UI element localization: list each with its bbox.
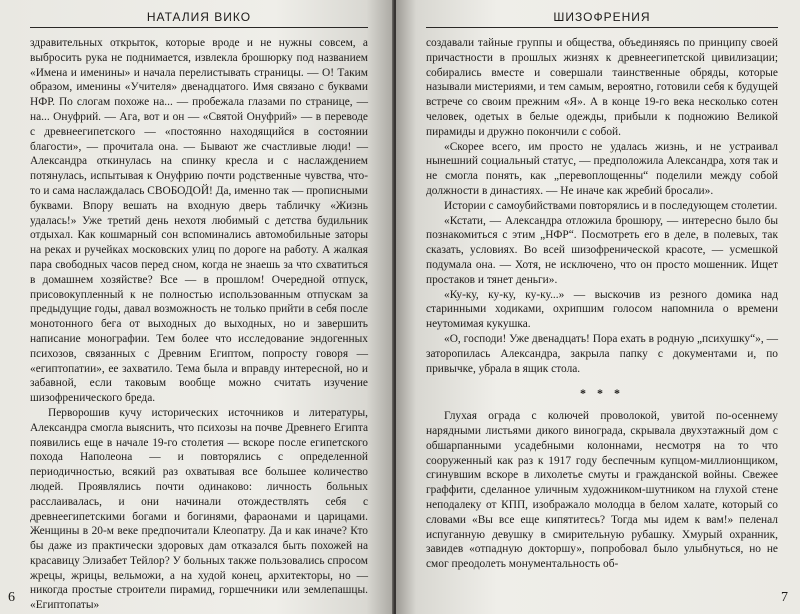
left-page-text	[30, 36, 368, 613]
paragraph: здравительных открыток, которые вроде и не нужны совсем, а выбросить рука не поднимается, извлекла брошюрку под названием «Имена и именины» и начала перелистывать страницы. — О! Таким образом, именины «Учителя» двенадцатого. Имя связано с буквами НФР. По слогам похоже на... — пробежала глазами по странице, — на... Онуфрий. — Ага, вот и он — «Святой Онуфрий» — в переводе с древнеегипетского — «постоянно находящийся в состоянии благости», — прочитала она. — Бывают же счастливые люди! — Александра откинулась на спинку кресла и с наслаждением потянулась, испытывая к Онуфрию почти родственные чувства, что-то и сама наслаждалась СВОБОДОЙ! Да, именно так — прописными буквами. Впору вешать на входную дверь табличку «Жизнь удалась!» Уже третий день нехотя любимый с детства будильник отдыхал. Как кошмарный сон вспоминались автомобильные заторы на реках и ручейках московских улиц по дороге на работу. А жалкая пара свободных часов перед сном, когда не знаешь за что схватиться в домашнем хозяйстве? Все — в прошлом! Очередной отпуск, присовокупленный к не полностью использованным отпускам за предыдущие годы, давал возможность не только прийти в себя после монотонного бега от выходных до выходных, но и завершить написание монографии. Тем более что исследование эндогенных психозов, связанных с Древним Египтом, попросту говоря — «египтопатии», ее захватило. Тема была и вправду интересной, но и забавной, если таковым вообще можно считать изучение шизофренического бреда.	[30, 37, 368, 405]
running-head-left: НАТАЛИЯ ВИКО	[30, 10, 368, 28]
paragraph: Перворошив кучу исторических источников и литературы, Александра смогла выяснить, что психозы на почве Древнего Египта появились еще в начале 19-го столетия — вскоре после египетского похода Наполеона — и повторялись с определенной периодичностью, всякий раз охватывая все большее количество людей. Проявлялись почти одинаково: личность больных расслаивалась, и они начинали отождествлять себя с древнеегипетскими богами и богинями, фараонами и царицами. Женщины в 20-м веке предпочитали Клеопатру. Да и как иначе? Кто бы даже из практически здоровых дам отказался быть похожей на красавицу Элизабет Тейлор? У больных также пользовались спросом жрецы, жрицы, вельможи, а на худой конец, архитекторы, но — никогда простые строители пирамид, горшечники или землепашцы. «Египтопаты»	[30, 406, 368, 612]
right-page-text	[426, 36, 778, 572]
left-page	[0, 0, 394, 614]
paragraph: «Кстати, — Александра отложила брошюру, — интересно было бы познакомиться с этим „НФР“. Посмотреть его в деле, в полевых, так сказать, условиях. Во всей шизофренической красоте, — усмешкой подумала она. — Хотя, не исключено, что он просто мошенник. Ищет простаков и тянет деньги».	[426, 214, 778, 286]
right-page	[396, 0, 800, 614]
paragraph: Глухая ограда с колючей проволокой, увитой по-осеннему нарядными листьями дикого винограда, скрывала двухэтажный дом с обшарпанными усадебными колоннами, несмотря на то что сооруженный как раз к 1917 году беспечным купцом-миллионщиком, сгинувшим вскоре в лихолетье смуты и гражданской войны. Свежее граффити, сделанное уличным художником-шутником на глухой стене неподалеку от КПП, изображало молодца в белом халате, который со словами «Вы все еще кипятитесь? Тогда мы идем к вам!» пеленал испуганную девушку в смирительную рубашку. Хмурый охранник, завидев «отпадную докторшу», попробовал было улыбнуться, но не смог преодолеть монументальность об-	[426, 410, 778, 571]
paragraph: «Скорее всего, им просто не удалась жизнь, и не устраивал нынешний социальный статус, — предположила Александра, хотя так и не смогла понять, как „перевоплощенны“ поделили между собой должности в династиях. — Не иначе как жребий бросали».	[426, 140, 778, 197]
paragraph: «О, господи! Уже двенадцать! Пора ехать в родную „психушку“», — заторопилась Александра, закрыла папку с документами и, по привычке, убрала в ящик стола.	[426, 332, 778, 375]
section-separator: * * *	[580, 386, 624, 401]
running-head-right: ШИЗОФРЕНИЯ	[426, 10, 778, 28]
page-number-left: 6	[8, 590, 15, 605]
paragraph: Истории с самоубийствами повторялись и в последующем столетии.	[444, 199, 778, 212]
page-number-right: 7	[781, 590, 788, 605]
paragraph: «Ку-ку, ку-ку, ку-ку...» — выскочив из резного домика над старинными ходиками, охрипшим голосом напомнила о времени неутомимая кукушка.	[426, 288, 778, 331]
paragraph: создавали тайные группы и общества, объединяясь по принципу своей причастности в прошлых жизнях к древнеегипетской цивилизации; собирались вместе и совершали таинственные обряды, которые называли мистериями, и тем самым, вероятно, готовили себя к будущей встрече со своим прежним «Я». А в конце 19-го века несколько сотен человек, одетых в белые одежды, прибыли к подножию Великой пирамиды и дружно покончили с собой.	[426, 37, 778, 138]
